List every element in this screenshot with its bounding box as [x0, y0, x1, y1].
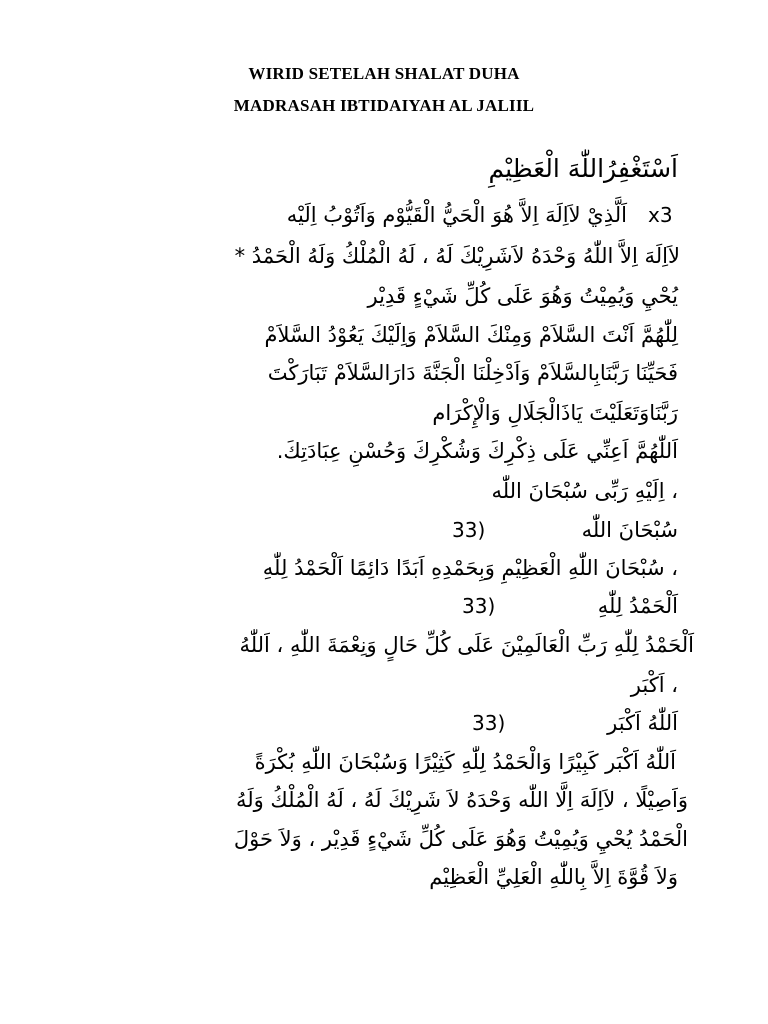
- arabic-line-tahmid: اَلْحَمْدُ لِلّٰهِ: [597, 594, 678, 618]
- arabic-line-istighfar: اَسْتَغْفِرُاللّٰهَ الْعَظِيْمِ: [488, 154, 678, 183]
- arabic-line-4: يُحْيِ وَيُمِيْتُ وَهُوَ عَلَى كُلِّ شَيْءٍ قَدِيْر: [367, 284, 678, 308]
- page-title: WIRID SETELAH SHALAT DUHA: [248, 64, 520, 83]
- arabic-line-11: ، سُبْحَانَ اللّٰهِ الْعَظِيْمِ وَبِحَمْدِهِ اَبَدًا دَائِمًا اَلْحَمْدُ لِلّٰهِ: [262, 556, 678, 580]
- arabic-line-13: اَلْحَمْدُ لِلّٰهِ رَبِّ الْعَالَمِيْنَ عَلَى كُلِّ حَالٍ وَنِعْمَةَ اللّٰهِ ، اَللّٰهُ: [239, 633, 694, 657]
- arabic-line-5: لِلّٰهُمَّ اَنْتَ السَّلاَمْ وَمِنْكَ السَّلاَمْ وَاِلَيْكَ يَعُوْدُ السَّلاَمْ: [264, 323, 678, 347]
- repeat-count-tasbih: 33): [452, 518, 486, 542]
- arabic-line-19: وَلاَ قُوَّةَ اِلاَّ بِاللّٰهِ الْعَلِيِّ الْعَظِيْم: [429, 865, 678, 889]
- repeat-count-tahmid: 33): [462, 594, 496, 618]
- arabic-line-2: اَلَّذِيْ لاَاِلَهَ اِلاَّ هُوَ الْحَيُّ الْقَيُّوْم وَاَتُوْبُ اِلَيْه: [286, 203, 627, 227]
- arabic-line-tasbih: سُبْحَانَ اللّٰه: [581, 518, 678, 542]
- arabic-line-3: لاَاِلَهَ اِلاَّ اللّٰهُ وَحْدَهُ لاَشَرِيْكَ لَهُ ، لَهُ الْمُلْكُ وَلَهُ الْحَمْدُ *: [234, 244, 680, 268]
- repeat-count-istighfar: x3: [648, 203, 673, 227]
- arabic-line-14: ، اَكْبَر: [630, 673, 678, 697]
- arabic-line-6: فَحَيِّنَا رَبَّنَابِالسَّلاَمْ وَاَدْخِلْنَا الْجَنَّةَ دَارَالسَّلاَمْ تَبَارَكْتَ: [267, 361, 678, 385]
- arabic-line-7: رَبَّنَاوَتَعَلَيْتَ يَاذَالْجَلَالِ وَالْإِكْرَام: [432, 401, 678, 425]
- arabic-line-takbir: اَللّٰهُ اَكْبَر: [607, 711, 678, 735]
- repeat-count-takbir: 33): [472, 711, 506, 735]
- arabic-line-9: ، اِلَيْهِ رَبِّى سُبْحَانَ اللّٰه: [491, 479, 678, 503]
- page-subtitle: MADRASAH IBTIDAIYAH AL JALIIL: [233, 96, 535, 115]
- arabic-line-8: اَللّٰهُمَّ اَعِنِّي عَلَى ذِكْرِكَ وَشُكْرِكَ وَحُسْنِ عِبَادَتِكَ.: [276, 439, 678, 463]
- arabic-line-17: وَاَصِيْلًا ، لاَاِلَهَ اِلَّا اللّٰه وَحْدَهُ لاَ شَرِيْكَ لَهُ ، لَهُ الْمُلْكُ وَلَهُ: [235, 788, 688, 812]
- arabic-line-16: اَللّٰهُ اَكْبَر كَبِيْرًا وَالْحَمْدُ لِلّٰهِ كَثِيْرًا وَسُبْحَانَ اللّٰهِ بُكْرَةً: [254, 750, 676, 774]
- arabic-line-18: الْحَمْدُ يُحْيِ وَيُمِيْتُ وَهُوَ عَلَى كُلِّ شَيْءٍ قَدِيْر ، وَلاَ حَوْلَ: [233, 827, 688, 851]
